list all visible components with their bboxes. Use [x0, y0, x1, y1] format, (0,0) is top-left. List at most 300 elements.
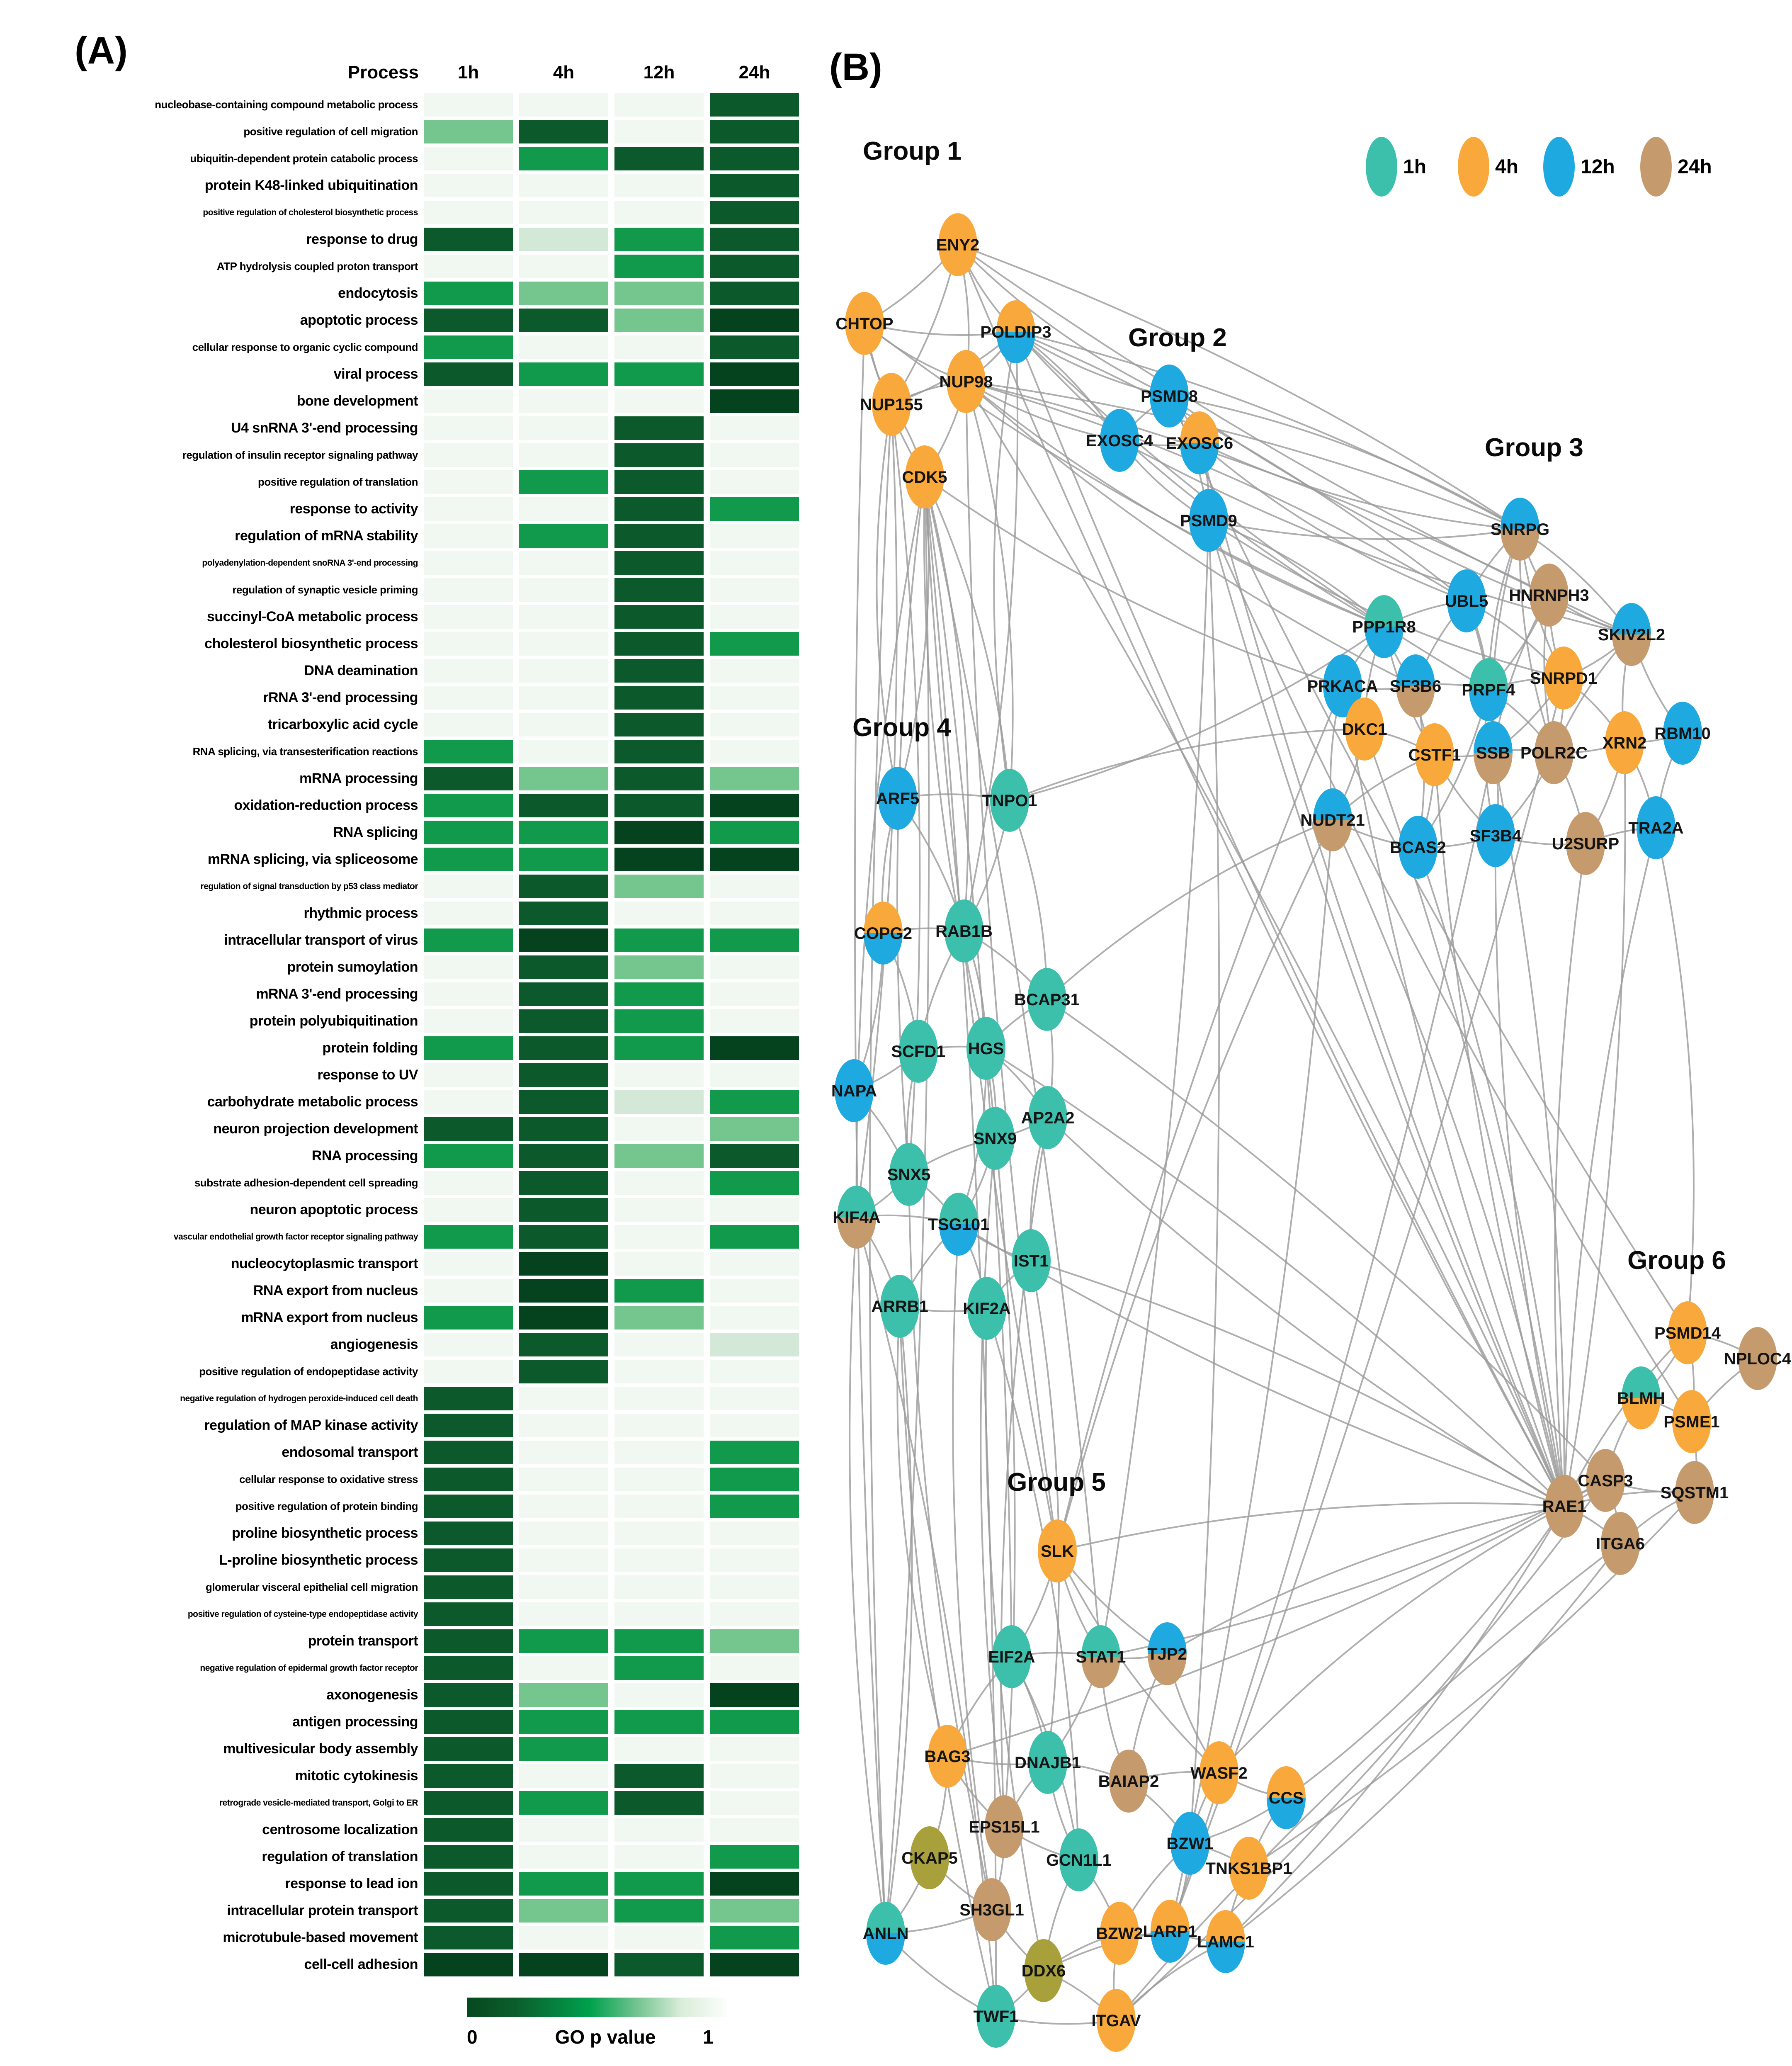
process-row [0, 415, 813, 442]
heatmap-cell [614, 1737, 704, 1761]
gene-node-label: CCS [1268, 1789, 1304, 1807]
heatmap-cell [710, 362, 799, 386]
heatmap-cell [424, 1306, 513, 1330]
heatmap-cell [424, 1171, 513, 1195]
network-edge [886, 1306, 912, 1933]
gene-node-label: CDK5 [902, 468, 947, 486]
network-edge [958, 245, 1520, 529]
process-row [0, 1466, 813, 1493]
heatmap-cell [424, 255, 513, 278]
heatmap-cell [710, 1845, 799, 1869]
heatmap-cell [710, 174, 799, 197]
heatmap-cell [614, 1791, 704, 1815]
process-row [0, 711, 813, 738]
heatmap-cell [424, 955, 513, 979]
heatmap-cell [710, 255, 799, 278]
heatmap-cell [614, 120, 704, 143]
heatmap-cell [519, 1602, 608, 1626]
process-label: protein sumoylation [287, 959, 418, 975]
gene-node-NPLOC4 [1724, 1327, 1792, 1390]
heatmap-cell [614, 1872, 704, 1896]
legend-swatch-24h [1640, 137, 1672, 197]
heatmap-cell [614, 1414, 704, 1437]
heatmap-cell [710, 1710, 799, 1734]
heatmap-cell [519, 443, 608, 467]
heatmap-cell [614, 497, 704, 521]
colorbar-max-label: 1 [703, 2026, 714, 2048]
heatmap-cell [519, 147, 608, 170]
heatmap-cell [710, 1090, 799, 1114]
heatmap-cell [614, 1522, 704, 1545]
heatmap-cell [614, 1710, 704, 1734]
gene-node-TRA2A [1628, 796, 1683, 859]
heatmap-cell [614, 1279, 704, 1303]
gene-node-label: XRN2 [1602, 734, 1647, 752]
process-row [0, 1816, 813, 1843]
process-row [0, 549, 813, 576]
heatmap-column-header-1h: 1h [457, 62, 479, 83]
heatmap-cell [614, 309, 704, 332]
heatmap-cell [710, 686, 799, 710]
heatmap-cell [519, 416, 608, 440]
heatmap-cell [424, 389, 513, 413]
process-row [0, 1169, 813, 1196]
network-edge [1286, 1506, 1564, 1798]
process-label: L-proline biosynthetic process [219, 1552, 418, 1568]
process-label: tricarboxylic acid cycle [267, 717, 418, 732]
heatmap-cell [424, 1575, 513, 1599]
heatmap-cell [519, 632, 608, 656]
heatmap-cell [710, 1522, 799, 1545]
heatmap-cell [424, 1387, 513, 1410]
network-edge [1031, 1261, 1564, 1506]
process-label: positive regulation of cell migration [243, 125, 418, 138]
heatmap-cell [710, 443, 799, 467]
heatmap-cell [710, 875, 799, 898]
legend-label-12h: 12h [1581, 156, 1615, 178]
gene-node-RAB1B [935, 899, 993, 963]
gene-node-label: STAT1 [1076, 1648, 1126, 1666]
heatmap-cell [614, 1090, 704, 1114]
process-row [0, 900, 813, 927]
gene-node-label: SKIV2L2 [1598, 626, 1666, 644]
heatmap-cell [710, 389, 799, 413]
gene-node-label: ITGA6 [1596, 1535, 1645, 1553]
process-row [0, 361, 813, 388]
process-row [0, 118, 813, 145]
gene-node-SKIV2L2 [1598, 603, 1665, 666]
process-label: positive regulation of cysteine-type endopeptidase activity [187, 1609, 418, 1619]
gene-node-UBL5 [1445, 569, 1488, 632]
process-row [0, 496, 813, 523]
legend-swatch-12h [1543, 137, 1575, 197]
heatmap-cell [519, 902, 608, 925]
process-row [0, 1277, 813, 1304]
process-label: cellular response to oxidative stress [239, 1473, 418, 1485]
heatmap-cell [424, 875, 513, 898]
network-edge [966, 382, 1520, 529]
heatmap-cell [519, 1468, 608, 1491]
heatmap-cell [614, 848, 704, 871]
gene-node-BLMH [1617, 1366, 1665, 1429]
gene-node-label: TWF1 [973, 2008, 1019, 2026]
gene-node-SH3GL1 [959, 1878, 1024, 1941]
heatmap-process-header: Process [347, 62, 419, 83]
network-edge [1101, 520, 1209, 1657]
process-label: positive regulation of cholesterol biosynthetic process [203, 207, 418, 217]
heatmap-cell [614, 174, 704, 197]
process-row [0, 523, 813, 549]
process-label: centrosome localization [262, 1822, 418, 1838]
heatmap-cell [519, 1629, 608, 1653]
heatmap-cell [519, 1845, 608, 1869]
gene-node-EIF2A [988, 1625, 1035, 1688]
heatmap-cell [519, 1360, 608, 1383]
gene-node-label: SNX9 [973, 1130, 1017, 1148]
heatmap-cell [424, 335, 513, 359]
gene-node-label: PPP1R8 [1352, 618, 1416, 636]
gene-node-IST1 [1012, 1229, 1051, 1292]
heatmap-cell [519, 551, 608, 575]
heatmap-cell [424, 228, 513, 251]
gene-node-PSMD9 [1180, 489, 1237, 552]
process-label: endocytosis [338, 285, 418, 301]
process-label: RNA splicing, via transesterification reactions [192, 745, 418, 758]
heatmap-cell [519, 497, 608, 521]
gene-node-label: EIF2A [988, 1648, 1035, 1666]
heatmap-cell [614, 1548, 704, 1572]
heatmap-cell [710, 605, 799, 629]
gene-node-TNKS1BP1 [1206, 1837, 1292, 1900]
heatmap-cell [614, 1845, 704, 1869]
heatmap-cell [710, 1602, 799, 1626]
heatmap-cell [519, 982, 608, 1006]
gene-node-label: POLDIP3 [980, 323, 1051, 341]
process-row [0, 1358, 813, 1385]
process-label: ATP hydrolysis coupled proton transport [216, 260, 418, 272]
heatmap-cell [519, 1306, 608, 1330]
gene-node-label: ITGAV [1091, 2012, 1141, 2030]
heatmap-cell [710, 659, 799, 683]
heatmap-cell [710, 551, 799, 575]
heatmap-cell [519, 1818, 608, 1842]
gene-node-label: TSG101 [928, 1215, 990, 1234]
heatmap-cell [424, 1036, 513, 1060]
process-row [0, 1385, 813, 1412]
process-row [0, 873, 813, 900]
heatmap-cell [614, 578, 704, 602]
heatmap-cell [519, 1710, 608, 1734]
gene-node-EXOSC4 [1086, 409, 1153, 472]
network-edge [1219, 1506, 1564, 1773]
heatmap-cell [424, 524, 513, 548]
process-row [0, 1870, 813, 1897]
gene-node-label: RAE1 [1542, 1497, 1587, 1516]
process-label: protein K48-linked ubiquitination [204, 177, 418, 193]
network-edge [1170, 678, 1564, 1931]
heatmap-cell [614, 928, 704, 952]
process-label: mitotic cytokinesis [295, 1768, 418, 1784]
process-row [0, 1628, 813, 1655]
heatmap-cell [519, 605, 608, 629]
heatmap-cell [519, 821, 608, 844]
heatmap-cell [519, 1872, 608, 1896]
gene-node-DDX6 [1022, 1939, 1066, 2002]
heatmap-cell [614, 228, 704, 251]
heatmap-cell [424, 713, 513, 736]
heatmap-cell [424, 1629, 513, 1653]
heatmap-cell [519, 875, 608, 898]
heatmap-cell [424, 416, 513, 440]
gene-node-RBM10 [1654, 702, 1711, 765]
network-edge [1200, 443, 1520, 529]
process-row [0, 1547, 813, 1574]
heatmap-cell [519, 1414, 608, 1437]
heatmap-cell [614, 524, 704, 548]
process-label: substrate adhesion-dependent cell spreading [194, 1176, 418, 1189]
heatmap-cell [710, 740, 799, 763]
heatmap-cell [614, 1063, 704, 1087]
process-label: multivesicular body assembly [223, 1741, 418, 1757]
heatmap-cell [424, 1414, 513, 1437]
process-row [0, 469, 813, 496]
heatmap-cell [519, 686, 608, 710]
process-row [0, 1412, 813, 1439]
heatmap-cell [424, 1117, 513, 1141]
process-row [0, 765, 813, 792]
heatmap-cell [519, 282, 608, 305]
heatmap-cell [614, 470, 704, 494]
heatmap-cell [614, 551, 704, 575]
process-label: negative regulation of hydrogen peroxide-induced cell death [180, 1393, 418, 1403]
heatmap-cell [424, 174, 513, 197]
process-row [0, 576, 813, 603]
heatmap-cell [710, 928, 799, 952]
heatmap-cell [614, 416, 704, 440]
heatmap-cell [710, 1279, 799, 1303]
gene-node-label: CHTOP [835, 315, 894, 333]
gene-node-CDK5 [902, 445, 947, 508]
gene-node-label: GCN1L1 [1046, 1851, 1112, 1869]
heatmap-cell [710, 1872, 799, 1896]
process-row [0, 1062, 813, 1089]
heatmap-cell [424, 1899, 513, 1923]
group-label-group-3: Group 3 [1485, 433, 1583, 462]
heatmap-cell [710, 1009, 799, 1033]
gene-node-PSME1 [1663, 1390, 1720, 1453]
process-label: RNA processing [311, 1148, 418, 1164]
process-row [0, 1116, 813, 1142]
heatmap-cell [710, 282, 799, 305]
heatmap-cell [710, 578, 799, 602]
process-row [0, 1789, 813, 1816]
heatmap-cell [710, 1737, 799, 1761]
process-label: bone development [296, 393, 418, 409]
gene-node-KIF4A [833, 1186, 881, 1249]
heatmap-cell [519, 1144, 608, 1168]
heatmap-column-header-12h: 12h [643, 62, 675, 83]
heatmap-cell [424, 659, 513, 683]
heatmap-cell [519, 713, 608, 736]
gene-node-label: AP2A2 [1021, 1109, 1075, 1127]
gene-node-label: NPLOC4 [1724, 1350, 1792, 1368]
process-label: succinyl-CoA metabolic process [206, 609, 418, 625]
network-edge [1016, 332, 1488, 690]
gene-node-label: KIF4A [833, 1208, 881, 1227]
gene-node-label: LARP1 [1143, 1923, 1197, 1941]
gene-node-STAT1 [1076, 1625, 1126, 1688]
gene-node-CKAP5 [901, 1826, 958, 1889]
gene-node-label: BZW1 [1166, 1835, 1214, 1853]
gene-node-label: SNRPD1 [1530, 669, 1598, 688]
heatmap-cell [614, 1953, 704, 1976]
gene-node-TJP2 [1147, 1622, 1187, 1685]
gene-node-label: BCAS2 [1390, 839, 1446, 857]
heatmap-cell [424, 443, 513, 467]
heatmap-cell [710, 1144, 799, 1168]
heatmap-cell [424, 1737, 513, 1761]
gene-node-TNPO1 [982, 769, 1037, 832]
gene-node-BAIAP2 [1098, 1750, 1159, 1813]
heatmap-cell [710, 1333, 799, 1356]
legend-swatch-1h [1366, 137, 1397, 197]
heatmap-cell [710, 848, 799, 871]
heatmap-cell [519, 1656, 608, 1680]
heatmap-cell [614, 201, 704, 224]
group-label-group-4: Group 4 [852, 713, 951, 742]
process-row [0, 981, 813, 1008]
heatmap-cell [710, 93, 799, 117]
heatmap-cell [519, 1090, 608, 1114]
process-row [0, 226, 813, 253]
gene-node-SQSTM1 [1661, 1461, 1729, 1524]
heatmap-cell [614, 794, 704, 817]
gene-node-label: WASF2 [1190, 1764, 1248, 1782]
process-label: intracellular transport of virus [224, 932, 418, 948]
gene-node-label: ARF5 [876, 790, 920, 808]
heatmap-cell [424, 1225, 513, 1249]
heatmap-cell [519, 1737, 608, 1761]
gene-node-label: BCAP31 [1014, 991, 1080, 1009]
process-row [0, 334, 813, 361]
gene-node-label: NUP98 [939, 373, 993, 391]
process-row [0, 1223, 813, 1250]
gene-node-label: SQSTM1 [1660, 1484, 1729, 1502]
heatmap-cell [614, 1656, 704, 1680]
network-edge [1016, 332, 1384, 627]
gene-node-AP2A2 [1021, 1086, 1075, 1149]
network-edge [966, 382, 1013, 800]
heatmap-cell [424, 632, 513, 656]
heatmap-cell [710, 1683, 799, 1707]
panel-a-label: (A) [75, 29, 128, 72]
process-row [0, 819, 813, 846]
heatmap-cell [710, 955, 799, 979]
gene-node-label: SNX5 [887, 1166, 931, 1184]
process-label: oxidation-reduction process [234, 797, 418, 813]
heatmap-cell [614, 1441, 704, 1464]
process-label: carbohydrate metabolic process [207, 1094, 418, 1110]
gene-node-label: LAMC1 [1197, 1933, 1254, 1951]
gene-node-PSMD14 [1654, 1301, 1721, 1364]
heatmap-cell [710, 767, 799, 790]
gene-node-POLR2C [1520, 721, 1588, 784]
heatmap-cell [614, 1117, 704, 1141]
heatmap-cell [519, 93, 608, 117]
gene-node-CSTF1 [1408, 723, 1461, 786]
process-label: apoptotic process [300, 312, 418, 328]
process-label: angiogenesis [330, 1337, 418, 1352]
gene-node-label: COPG2 [854, 924, 913, 943]
gene-node-label: CASP3 [1578, 1472, 1633, 1490]
heatmap-cell [710, 902, 799, 925]
heatmap-cell [710, 794, 799, 817]
heatmap-cell [519, 794, 608, 817]
heatmap-cell [710, 497, 799, 521]
process-row [0, 1951, 813, 1978]
heatmap-cell [519, 955, 608, 979]
heatmap-cell [424, 1279, 513, 1303]
heatmap-cell [424, 201, 513, 224]
heatmap-cell [519, 389, 608, 413]
heatmap-cell [519, 1198, 608, 1222]
gene-node-CHTOP [835, 292, 893, 355]
gene-node-label: RBM10 [1654, 724, 1711, 743]
heatmap-cell [424, 1845, 513, 1869]
heatmap-cell [614, 1360, 704, 1383]
gene-node-label: SLK [1041, 1542, 1074, 1560]
gene-node-label: SH3GL1 [959, 1901, 1024, 1919]
heatmap-cell [519, 1009, 608, 1033]
gene-node-label: CSTF1 [1408, 746, 1461, 764]
heatmap-cell [614, 1036, 704, 1060]
process-label: mRNA export from nucleus [241, 1310, 418, 1325]
heatmap-cell [424, 1198, 513, 1222]
heatmap-column-header-4h: 4h [553, 62, 575, 83]
gene-node-ITGAV [1091, 1989, 1141, 2052]
heatmap-cell [710, 1926, 799, 1949]
heatmap-cell [519, 1036, 608, 1060]
heatmap-cell [519, 362, 608, 386]
process-label: protein transport [308, 1633, 418, 1649]
heatmap-cell [710, 1791, 799, 1815]
legend-label-1h: 1h [1403, 156, 1427, 178]
heatmap-cell [424, 794, 513, 817]
heatmap-cell [424, 309, 513, 332]
colorbar-min-label: 0 [467, 2026, 478, 2048]
heatmap-cell [710, 1225, 799, 1249]
heatmap-cell [614, 1144, 704, 1168]
process-row [0, 1682, 813, 1709]
gene-node-label: DNAJB1 [1014, 1754, 1081, 1772]
gene-node-label: NUP155 [860, 396, 923, 414]
process-row [0, 91, 813, 118]
heatmap-cell [519, 228, 608, 251]
heatmap-cell [519, 1683, 608, 1707]
heatmap-cell [710, 982, 799, 1006]
heatmap-cell [519, 1548, 608, 1572]
heatmap-cell [614, 982, 704, 1006]
process-label: regulation of signal transduction by p53 class mediator [200, 881, 418, 891]
process-label: proline biosynthetic process [232, 1525, 418, 1541]
process-label: mRNA processing [299, 770, 418, 786]
heatmap-cell [424, 848, 513, 871]
heatmap-cell [519, 848, 608, 871]
heatmap-cell [519, 1225, 608, 1249]
process-row [0, 199, 813, 226]
heatmap-cell [614, 1468, 704, 1491]
gene-node-label: POLR2C [1520, 744, 1588, 762]
